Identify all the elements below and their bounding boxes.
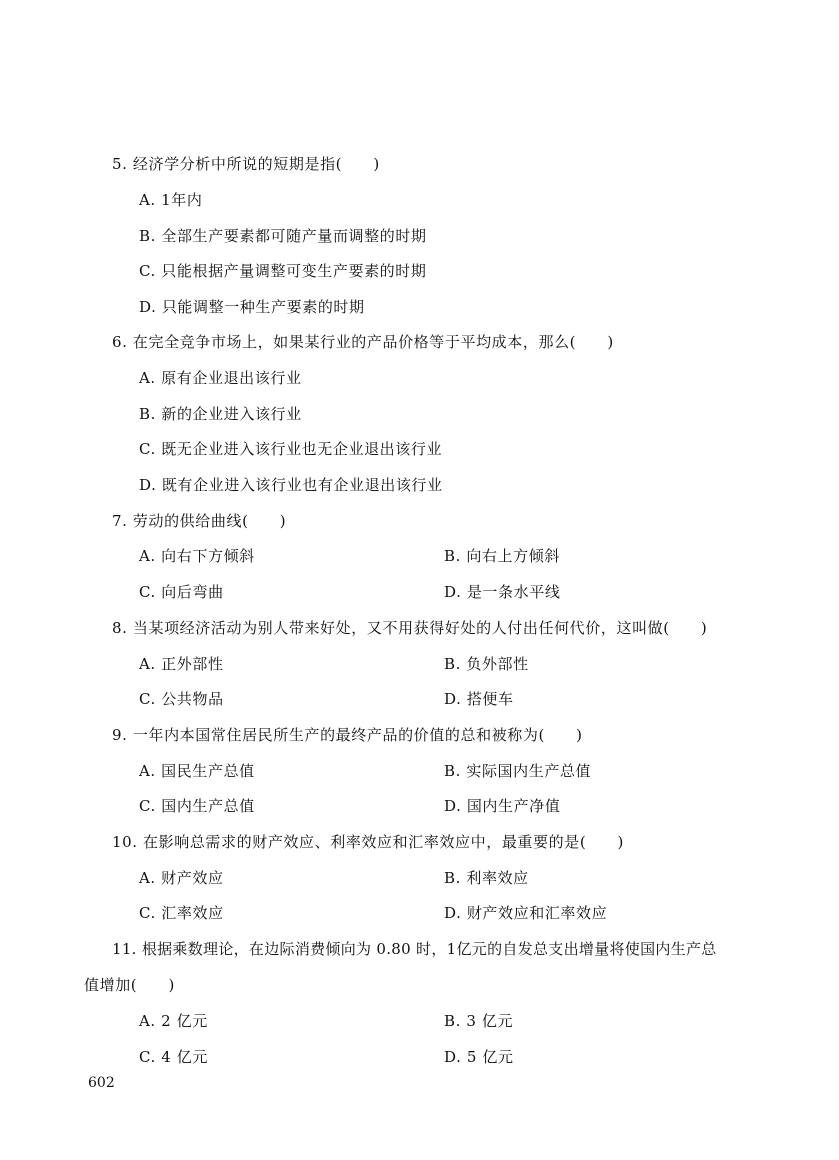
question-9-option-d: D. 国内生产净值 (444, 797, 561, 815)
question-11-option-a: A. 2 亿元 (139, 1012, 208, 1030)
question-8-option-d: D. 搭便车 (444, 690, 514, 708)
question-6-option-d: D. 既有企业进入该行业也有企业退出该行业 (139, 476, 443, 494)
question-8-option-a: A. 正外部性 (139, 655, 224, 673)
question-9-stem: 9. 一年内本国常住居民所生产的最终产品的价值的总和被称为( ) (112, 726, 583, 744)
question-7-stem: 7. 劳动的供给曲线( ) (112, 512, 287, 530)
question-8-option-b: B. 负外部性 (444, 655, 529, 673)
question-7-option-d: D. 是一条水平线 (444, 583, 561, 601)
question-10-stem: 10. 在影响总需求的财产效应、利率效应和汇率效应中，最重要的是( ) (112, 833, 624, 851)
question-11-option-d: D. 5 亿元 (444, 1048, 514, 1066)
question-5-option-b: B. 全部生产要素都可随产量而调整的时期 (139, 227, 427, 245)
question-11-option-c: C. 4 亿元 (139, 1048, 208, 1066)
question-10-option-a: A. 财产效应 (139, 869, 224, 887)
question-7-option-c: C. 向后弯曲 (139, 583, 224, 601)
question-5-option-a: A. 1年内 (139, 191, 203, 209)
question-9-option-b: B. 实际国内生产总值 (444, 762, 592, 780)
question-7-option-a: A. 向右下方倾斜 (139, 547, 255, 565)
question-5-option-c: C. 只能根据产量调整可变生产要素的时期 (139, 262, 427, 280)
question-9-option-a: A. 国民生产总值 (139, 762, 255, 780)
question-8-stem: 8. 当某项经济活动为别人带来好处，又不用获得好处的人付出任何代价，这叫做( ) (112, 619, 708, 637)
question-5-option-d: D. 只能调整一种生产要素的时期 (139, 298, 365, 316)
question-10-option-b: B. 利率效应 (444, 869, 529, 887)
question-6-option-c: C. 既无企业进入该行业也无企业退出该行业 (139, 440, 443, 458)
question-6-option-a: A. 原有企业退出该行业 (139, 369, 302, 387)
question-5-stem: 5. 经济学分析中所说的短期是指( ) (112, 155, 380, 173)
page-number: 602 (88, 1075, 115, 1091)
question-11-option-b: B. 3 亿元 (444, 1012, 514, 1030)
question-7-option-b: B. 向右上方倾斜 (444, 547, 560, 565)
question-6-option-b: B. 新的企业进入该行业 (139, 405, 302, 423)
question-11-stem-line-1: 11. 根据乘数理论，在边际消费倾向为 0.80 时，1亿元的自发总支出增量将使国内生产总 (112, 940, 717, 958)
question-8-option-c: C. 公共物品 (139, 690, 224, 708)
question-9-option-c: C. 国内生产总值 (139, 797, 255, 815)
question-10-option-c: C. 汇率效应 (139, 904, 224, 922)
question-11-stem-line-2: 值增加( ) (84, 976, 175, 994)
question-10-option-d: D. 财产效应和汇率效应 (444, 904, 608, 922)
question-6-stem: 6. 在完全竞争市场上，如果某行业的产品价格等于平均成本，那么( ) (112, 333, 614, 351)
